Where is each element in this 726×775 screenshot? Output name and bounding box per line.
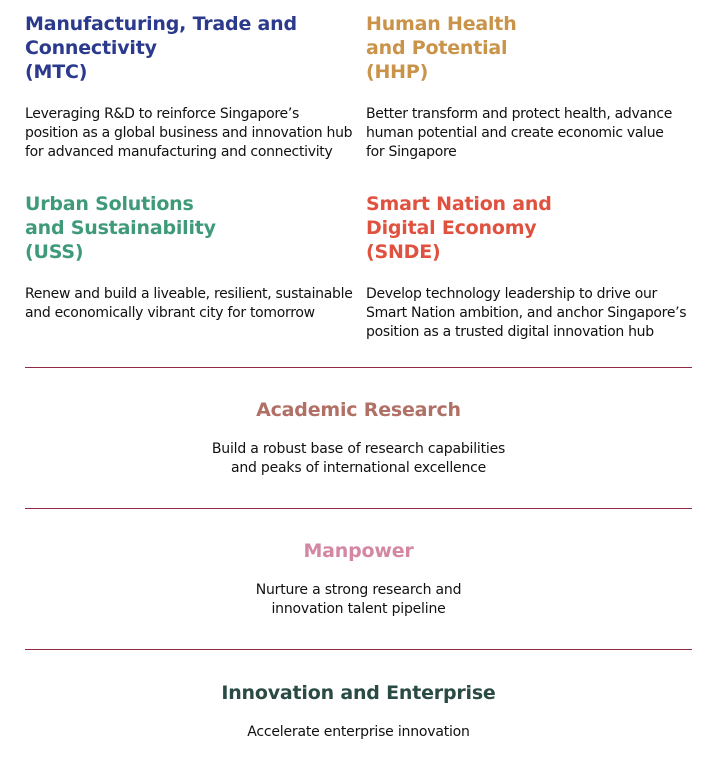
domain-uss-desc-line2: and economically vibrant city for tomorrow [25,305,315,321]
domain-hhp-title-line2: and Potential [366,37,508,59]
section-innovation-enterprise-title: Innovation and Enterprise [221,682,496,704]
domain-snde [366,192,696,340]
domain-mtc-title-line1: Manufacturing, Trade and [25,13,297,35]
domain-mtc-desc-line3: for advanced manufacturing and connectivity [25,144,333,160]
section-manpower-title: Manpower [303,540,414,562]
domain-snde-desc-line2: Smart Nation ambition, and anchor Singapore’s [366,305,687,321]
domain-uss-desc-line1: Renew and build a liveable, resilient, sustainable [25,286,353,302]
section-innovation-enterprise-description [25,723,692,742]
domain-hhp-title [366,12,696,84]
domain-uss-title-line1: Urban Solutions [25,193,194,215]
domain-hhp-description [366,105,698,162]
section-divider [25,367,692,368]
domain-uss-title [25,192,355,264]
domain-hhp-desc-line2: human potential and create economic value [366,125,664,141]
domain-hhp [366,12,696,160]
section-divider [25,508,692,509]
section-academic-desc-line1: Build a robust base of research capabilities [211,441,506,457]
domain-mtc-desc-line2: position as a global business and innovation hub [25,125,353,141]
domain-hhp-title-line3: (HHP) [366,61,429,83]
domain-uss-title-line2: and Sustainability [25,217,216,239]
domain-mtc-title [25,12,355,84]
section-divider [25,649,692,650]
domain-snde-title-line2: Digital Economy [366,217,537,239]
domain-snde-title-line1: Smart Nation and [366,193,552,215]
section-academic-research-description [25,440,692,478]
section-innovation-enterprise [25,681,692,742]
section-academic-research [25,398,692,478]
domain-hhp-desc-line1: Better transform and protect health, advance [366,106,673,122]
domain-hhp-desc-line3: for Singapore [366,144,457,160]
domain-mtc [25,12,355,160]
domain-snde-title [366,192,696,264]
section-manpower-desc-line2: innovation talent pipeline [271,601,446,617]
section-academic-research-title: Academic Research [256,399,461,421]
domain-mtc-title-line3: (MTC) [25,61,88,83]
domain-hhp-title-line1: Human Health [366,13,517,35]
section-manpower [25,539,692,619]
domain-uss-description [25,285,357,323]
domain-mtc-desc-line1: Leveraging R&D to reinforce Singapore’s [25,106,299,122]
domain-snde-desc-line3: position as a trusted digital innovation hub [366,324,654,340]
section-innovation-desc-line1: Accelerate enterprise innovation [247,724,470,740]
domain-uss-title-line3: (USS) [25,241,84,263]
domain-mtc-description [25,105,357,162]
section-academic-desc-line2: and peaks of international excellence [230,460,487,476]
domain-uss [25,192,355,321]
section-manpower-desc-line1: Nurture a strong research and [255,582,462,598]
domain-snde-desc-line1: Develop technology leadership to drive our [366,286,657,302]
section-manpower-description [25,581,692,619]
domain-mtc-title-line2: Connectivity [25,37,157,59]
domain-snde-description [366,285,698,342]
domain-snde-title-line3: (SNDE) [366,241,441,263]
